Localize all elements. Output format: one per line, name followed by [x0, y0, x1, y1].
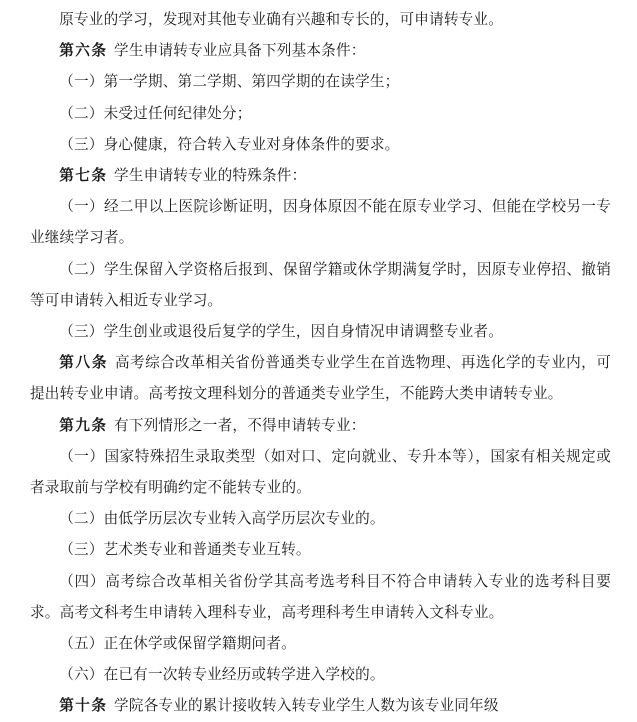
article-8-text: 高考综合改革相关省份普通类专业学生在首选物理、再选化学的专业内，可提出转专业申请。高考按文理科划分的普通类专业学生，不能跨大类申请转专业。 [30, 354, 611, 403]
article-7-text: 学生申请转专业的特殊条件： [114, 167, 307, 185]
article-9 [30, 410, 611, 441]
article-7-label: 第七条 [59, 167, 108, 185]
article-10-label: 第十条 [59, 697, 108, 715]
item-9-2: （二）由低学历层次专业转入高学历层次专业的。 [59, 510, 385, 528]
article-10-text: 学院各专业的累计接收转入转专业学生人数为该专业同年级 [114, 697, 499, 715]
item-7-1: （一）经二甲以上医院诊断证明，因身体原因不能在原专业学习、但能在学校另一专业继续学习者。 [30, 198, 611, 247]
item-9-1: （一）国家特殊招生录取类型（如对口、定向就业、专升本等），国家有相关规定或者录取前与学校有明确约定不能转专业的。 [30, 447, 611, 497]
item-9-5: （五）正在休学或保留学籍期问者。 [59, 635, 296, 653]
item-6-2: （二）未受过任何纪律处分； [59, 104, 252, 122]
item-7-3: （三）学生创业或退役后复学的学生，因自身情况申请调整专业者。 [59, 323, 504, 341]
item-6-1: （一）第一学期、第二学期、第四学期的在读学生； [59, 73, 400, 91]
article-6-text: 学生申请转专业应具备下列基本条件： [114, 42, 366, 60]
item-9-6: （六）在已有一次转专业经历或转学进入学校的。 [59, 666, 385, 684]
item-7-2: （二）学生保留入学资格后报到、保留学籍或休学期满复学时，因原专业停招、撤销等可申请转入相近专业学习。 [30, 260, 611, 309]
article-10 [30, 690, 611, 721]
article-9-text: 有下列情形之一者，不得申请转专业： [114, 416, 366, 434]
article-8-label: 第八条 [59, 354, 109, 372]
article-7 [30, 160, 611, 191]
item-9-3: （三）艺术类专业和普通类专业互转。 [59, 541, 311, 559]
article-6-label: 第六条 [59, 42, 108, 60]
article-6 [30, 35, 611, 66]
item-9-4: （四）高考综合改革相关省份学其高考选考科目不符合申请转入专业的选考科目要求。高考文科考生申请转入理科专业，高考理科考生申请转入文科专业。 [30, 572, 611, 621]
item-6-3: （三）身心健康，符合转入专业对身体条件的要求。 [59, 135, 400, 153]
article-9-label: 第九条 [59, 416, 108, 434]
paragraph-continued: 原专业的学习，发现对其他专业确有兴趣和专长的，可申请转专业。 [59, 11, 504, 28]
article-8 [30, 347, 611, 409]
